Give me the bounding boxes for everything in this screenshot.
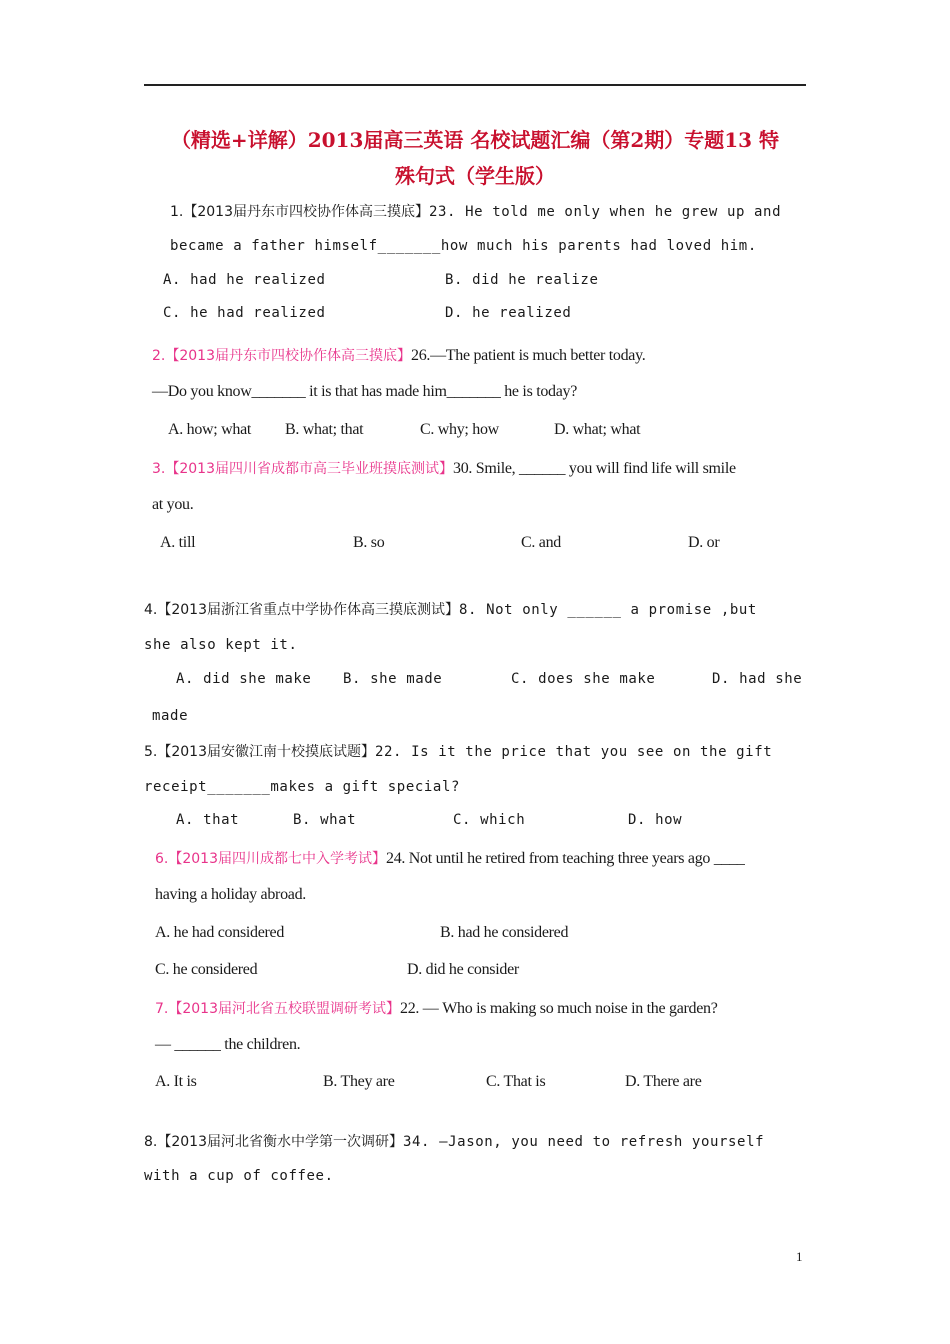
question-2-stem-cont: —Do you know_______ it is that has made him_______ he is today? — [152, 383, 578, 400]
question-4-option-d-wrap: made — [152, 708, 189, 724]
question-8-source: 8.【2013届河北省衡水中学第一次调研】 — [144, 1134, 403, 1150]
question-5-stem-cont: receipt_______makes a gift special? — [144, 779, 461, 795]
question-5-option-d: D. how — [628, 812, 683, 828]
question-6-option-b: B. had he considered — [440, 924, 569, 941]
question-4-stem — [144, 599, 757, 619]
question-4-source: 4.【2013届浙江省重点中学协作体高三摸底测试】 — [144, 602, 459, 618]
page-title-line-2: 殊句式（学生版） — [395, 164, 555, 188]
question-1-option-b: B. did he realize — [445, 272, 599, 288]
question-4-option-b: B. she made — [343, 671, 443, 687]
question-5-source: 5.【2013届安徽江南十校摸底试题】 — [144, 744, 375, 760]
question-3-option-c: C. and — [521, 534, 561, 551]
question-3-stem-cont: at you. — [152, 496, 194, 513]
question-2-text: 26.—The patient is much better today. — [411, 347, 646, 364]
question-4-option-d: D. had she — [712, 671, 803, 687]
question-3-text: 30. Smile, ______ you will find life will smile — [453, 460, 736, 477]
question-1-stem-cont: became a father himself_______how much his parents had loved him. — [170, 238, 757, 254]
question-3-source: 3.【2013届四川省成都市高三毕业班摸底测试】 — [152, 461, 453, 477]
question-7-option-a: A. It is — [155, 1073, 197, 1090]
question-1-stem — [170, 201, 781, 221]
question-8-stem-cont: with a cup of coffee. — [144, 1168, 334, 1184]
question-1-option-c: C. he had realized — [163, 305, 326, 321]
question-1-text: 23. He told me only when he grew up and — [429, 204, 782, 220]
question-1-option-d: D. he realized — [445, 305, 572, 321]
question-7-text: 22. — Who is making so much noise in the garden? — [400, 1000, 718, 1017]
question-6-text: 24. Not until he retired from teaching three years ago ____ — [386, 850, 745, 867]
question-1-option-a: A. had he realized — [163, 272, 326, 288]
question-5-option-a: A. that — [176, 812, 240, 828]
question-7-source: 7.【2013届河北省五校联盟调研考试】 — [155, 1001, 400, 1017]
question-4-option-a: A. did she make — [176, 671, 312, 687]
question-6-option-a: A. he had considered — [155, 924, 285, 941]
question-3-option-d: D. or — [688, 534, 720, 551]
question-7-option-d: D. There are — [625, 1073, 702, 1090]
question-6-stem-cont: having a holiday abroad. — [155, 886, 306, 903]
question-3-option-a: A. till — [160, 534, 196, 551]
question-1-source: 1.【2013届丹东市四校协作体高三摸底】 — [170, 204, 429, 220]
question-7-stem — [155, 998, 718, 1018]
question-2-option-b: B. what; that — [285, 421, 364, 438]
question-2-option-c: C. why; how — [420, 421, 499, 438]
question-6-stem — [155, 848, 745, 868]
question-2-stem — [152, 345, 645, 365]
question-5-option-b: B. what — [293, 812, 357, 828]
page-number: 1 — [796, 1249, 803, 1264]
question-4-text: 8. Not only ______ a promise ,but — [459, 602, 757, 618]
question-4-stem-cont: she also kept it. — [144, 637, 298, 653]
question-2-source: 2.【2013届丹东市四校协作体高三摸底】 — [152, 348, 411, 364]
question-5-stem — [144, 741, 772, 761]
question-2-option-d: D. what; what — [554, 421, 641, 438]
header-rule — [144, 84, 806, 86]
question-6-option-c: C. he considered — [155, 961, 258, 978]
question-6-source: 6.【2013届四川成都七中入学考试】 — [155, 851, 386, 867]
question-6-option-d: D. did he consider — [407, 961, 519, 978]
question-8-text: 34. —Jason, you need to refresh yourself — [403, 1134, 765, 1150]
question-2-option-a: A. how; what — [168, 421, 252, 438]
page-title-line-1: （精选+详解）2013届高三英语 名校试题汇编（第2期）专题13 特 — [170, 128, 780, 152]
question-8-stem — [144, 1131, 764, 1151]
question-3-stem — [152, 458, 736, 478]
question-5-option-c: C. which — [453, 812, 526, 828]
question-3-option-b: B. so — [353, 534, 385, 551]
question-4-option-c: C. does she make — [511, 671, 656, 687]
question-7-option-c: C. That is — [486, 1073, 546, 1090]
question-5-text: 22. Is it the price that you see on the gift — [375, 744, 773, 760]
question-7-stem-cont: — ______ the children. — [155, 1036, 301, 1053]
question-7-option-b: B. They are — [323, 1073, 395, 1090]
